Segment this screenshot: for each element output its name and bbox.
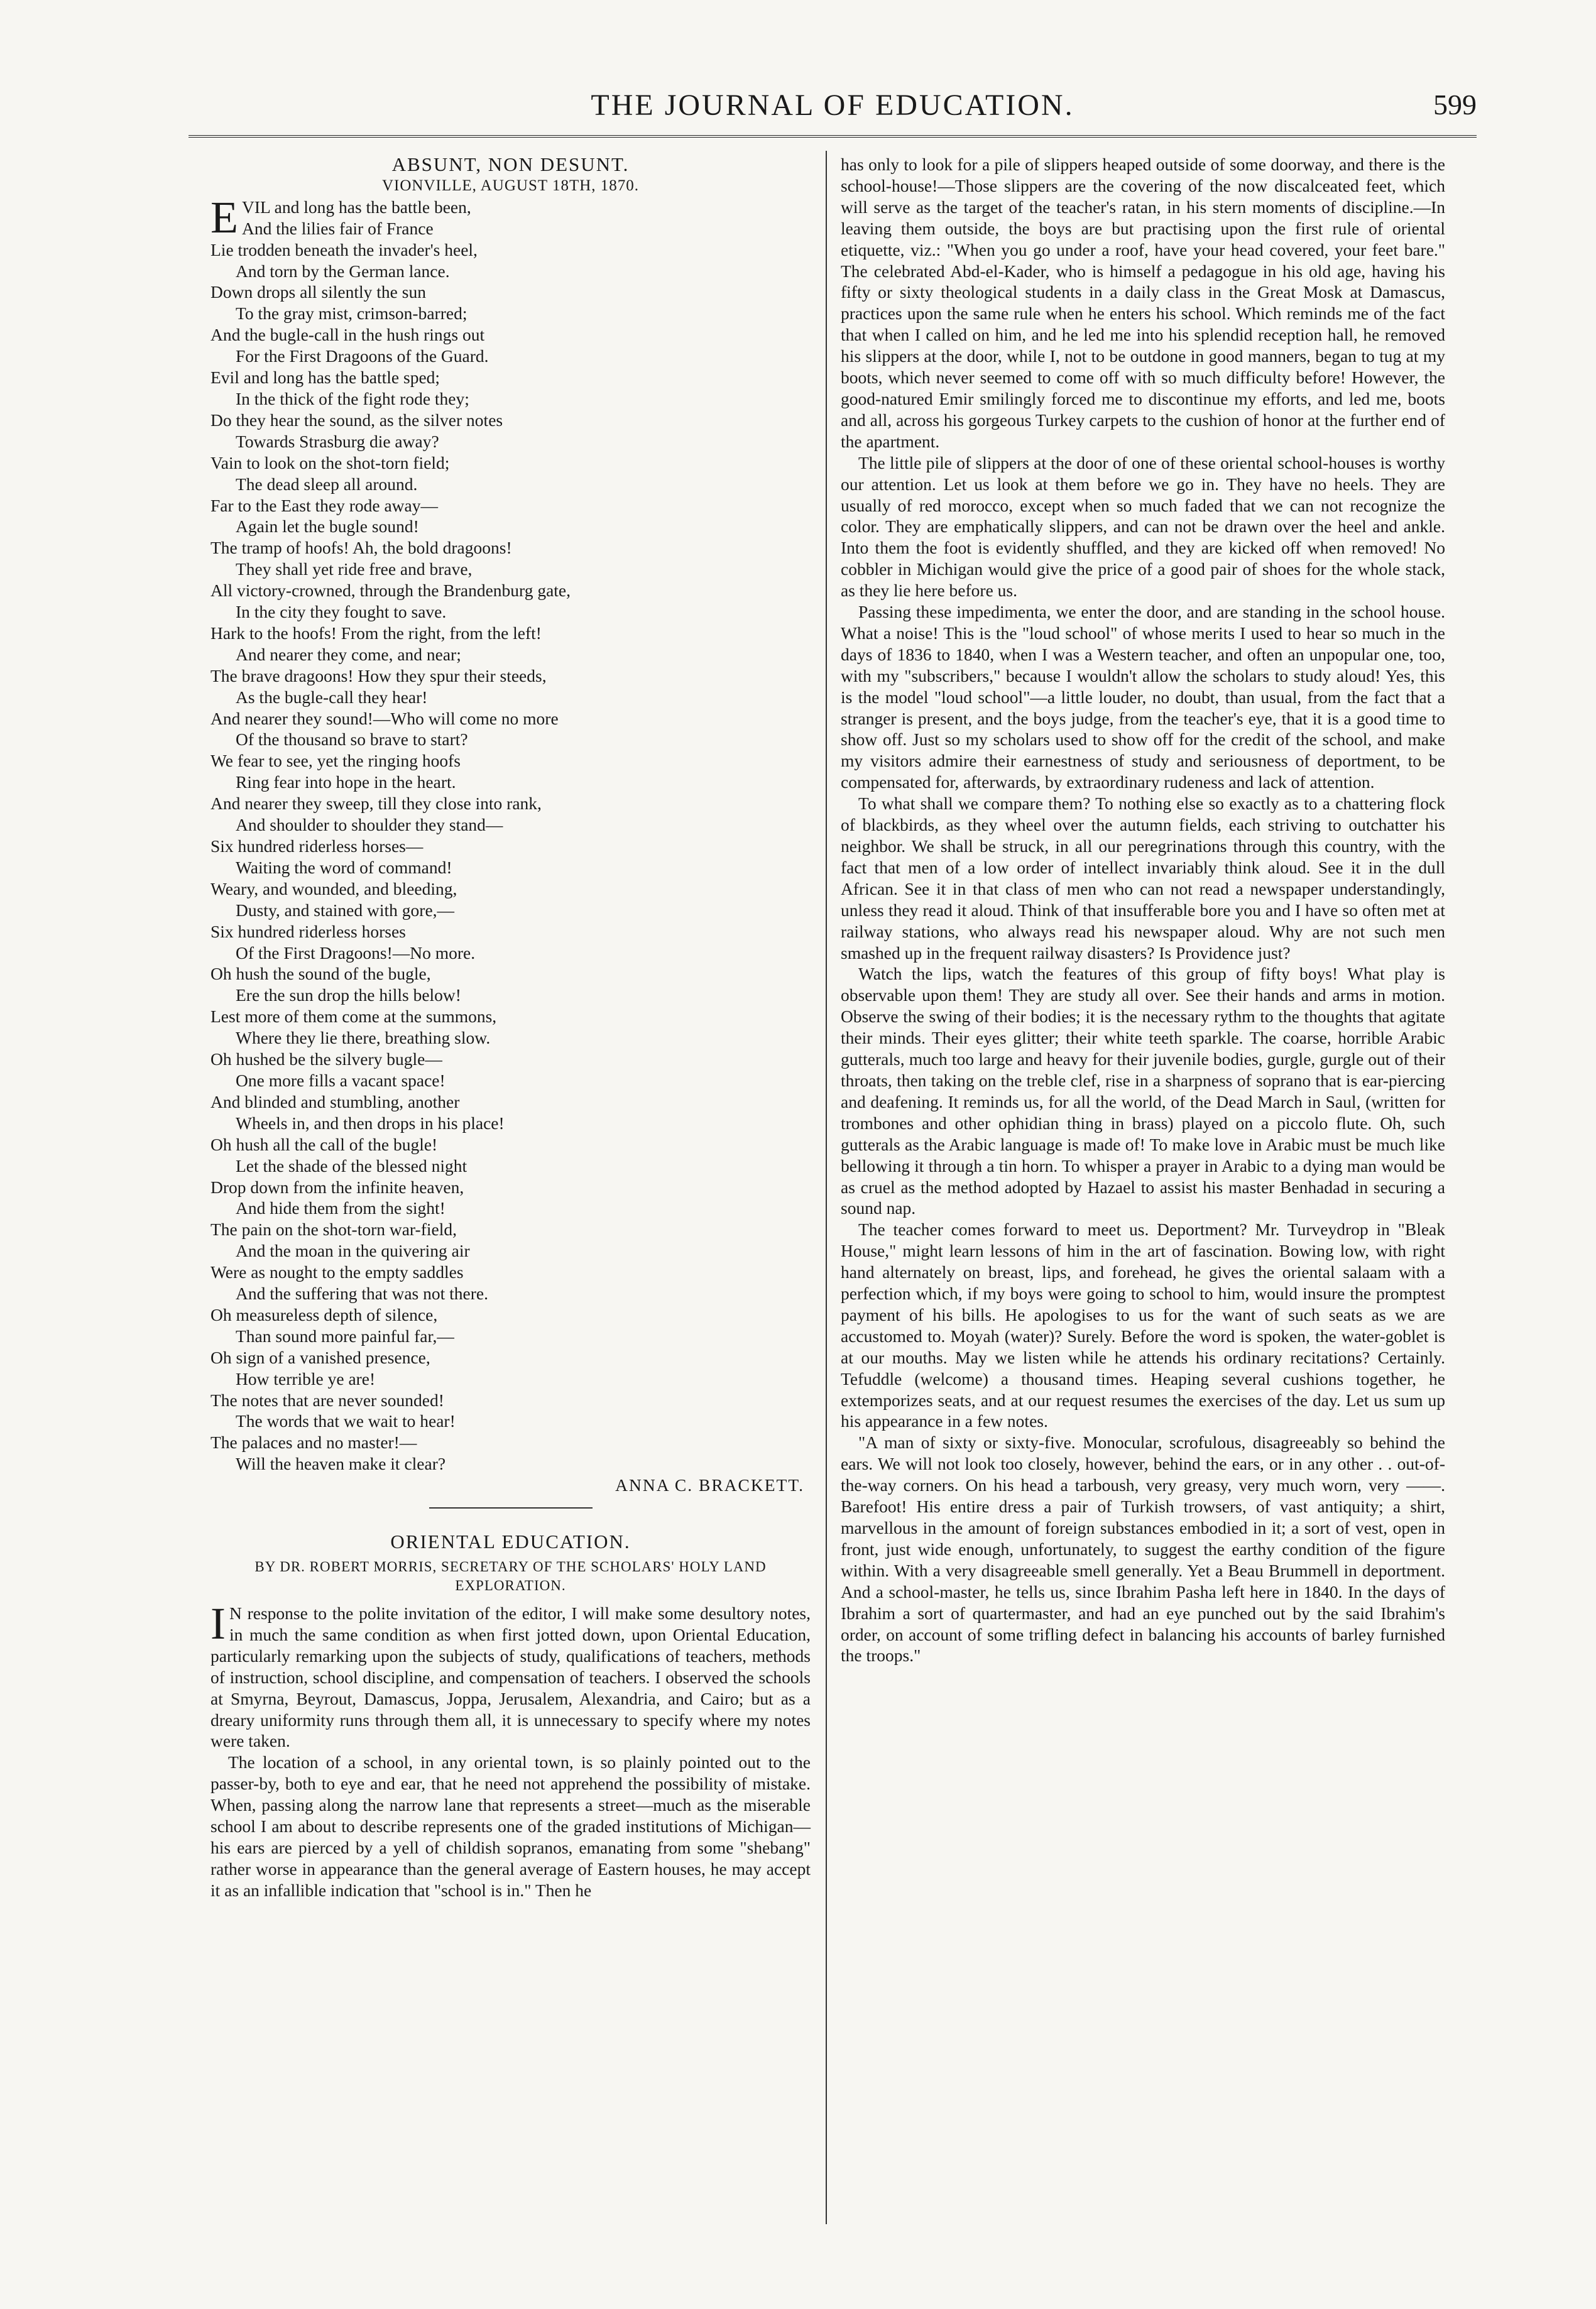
poem-line: VIL and long has the battle been, <box>241 197 471 217</box>
article-title: ORIENTAL EDUCATION. <box>390 1531 631 1553</box>
poem-line: Of the First Dragoons!—No more. <box>236 942 476 963</box>
article-paragraph: "A man of sixty or sixty-five. Monocular, scrofulous, disagreeably so behind the ears. We will not look too closely, however, behind the ears, or in any other . . out-of-the-way corners. On his head a tarboush, very greasy, very much worn, very ——. Barefoot! His entire dress a pair of Turkish trowsers, of vast antiquity; a shirt, marvellous in the amount of foreign substances embodied in it; a sort of vest, open in front, just wide enough, unfortunately, to suggest the earthy condition of the figure within. With a very disagreeable smell generally. Yet a Beau Brummell in deportment. And a school-master, he tells us, since Ibrahim Pasha left here in 1840. In the days of Ibrahim a sort of quartermaster, and had an eye punched out by the said Ibrahim's order, on account of some trifling defect in balancing his accounts of barley furnished the troops." <box>841 1433 1445 1666</box>
poem-line: All victory-crowned, through the Brandenburg gate, <box>210 581 571 601</box>
article-left-text <box>210 1598 811 1901</box>
poem-line: For the First Dragoons of the Guard. <box>236 346 489 366</box>
article-paragraph: To what shall we compare them? To nothing else so exactly as to a chattering flock of blackbirds, as they wheel over the autumn fields, each striving to outchatter his neighbor. We shall be struck, in all our peregrinations through this country, with the fact that men of a low order of intellect invariably think aloud. See it in the dull African. See it in that class of men who can not read a newspaper understandingly, unless they read it aloud. Think of that insufferable bore you and I have so often met at railway stations, who always read his newspaper aloud. Why are not such men smashed up in the frequent railway disasters? Is Providence just? <box>841 794 1445 963</box>
poem-line: Will the heaven make it clear? <box>236 1454 446 1474</box>
poem-line: And the bugle-call in the hush rings out <box>210 325 485 345</box>
article-paragraph: N response to the polite invitation of the editor, I will make some desultory notes, in much the same condition as when first jotted down, upon Oriental Education, particularly remarking upon the subjects of study, qualifications of teachers, methods of instruction, school discipline, and compensation of teachers. I observed the schools at Smyrna, Beyrout, Damascus, Joppa, Jerusalem, Alexandria, and Cairo; but as a dreary uniformity runs through them all, it is unnecessary to specify where my notes were taken. <box>210 1603 811 1751</box>
poem-line: Waiting the word of command! <box>236 857 452 877</box>
poem-line: The dead sleep all around. <box>236 474 418 494</box>
poem-line: Drop down from the infinite heaven, <box>210 1177 464 1197</box>
article-byline: BY DR. ROBERT MORRIS, SECRETARY OF THE SCHOLARS' HOLY LAND EXPLORATION. <box>254 1559 767 1593</box>
article-dropcap: I <box>210 1598 226 1649</box>
poem-signature: ANNA C. BRACKETT. <box>615 1475 804 1495</box>
running-head <box>189 88 1477 132</box>
poem-line: The brave dragoons! How they spur their steeds, <box>210 665 547 685</box>
poem-line: Ring fear into hope in the heart. <box>236 772 456 792</box>
header-rule <box>189 135 1477 138</box>
poem-line: Lest more of them come at the summons, <box>210 1007 497 1027</box>
right-column <box>841 154 1445 1666</box>
poem-line: Towards Strasburg die away? <box>236 431 439 451</box>
poem-line: Oh sign of a vanished presence, <box>210 1347 430 1367</box>
poem-line: And the lilies fair of France <box>241 218 434 238</box>
poem-line: The notes that are never sounded! <box>210 1390 444 1410</box>
poem-line: Six hundred riderless horses— <box>210 836 424 856</box>
poem-line: And torn by the German lance. <box>236 261 450 281</box>
poem-line: Lie trodden beneath the invader's heel, <box>210 239 478 259</box>
poem-line: And shoulder to shoulder they stand— <box>236 815 503 835</box>
poem-line: Than sound more painful far,— <box>236 1326 454 1346</box>
poem-line: In the city they fought to save. <box>236 602 447 622</box>
poem-line: Hark to the hoofs! From the right, from the left! <box>210 623 542 643</box>
poem-line: The pain on the shot-torn war-field, <box>210 1220 457 1240</box>
poem-line: And hide them from the sight! <box>236 1198 445 1218</box>
poem-line: And the suffering that was not there. <box>236 1284 488 1304</box>
article-paragraph: The little pile of slippers at the door of one of these oriental school-houses is worthy our attention. Let us look at them before we go in. They have no heels. They are usually of red morocco, except when so much faded that we can not recognize the color. They are emphatically slippers, and can not be drawn over the heel and ankle. Into them the foot is evidently shuffled, and they are kicked off when removed! No cobbler in Michigan would give the price of a good pair of shoes for the whole stack, as they lie here before us. <box>841 452 1445 601</box>
poem-line: One more fills a vacant space! <box>236 1070 445 1090</box>
poem-line: Of the thousand so brave to start? <box>236 729 468 750</box>
article-paragraph: Watch the lips, watch the features of this group of fifty boys! What play is observable upon them! They are study all over. See their hands and arms in motion. Observe the swing of their bodies; it is the necessary rythm to the thoughts that agitate their minds. Their eyes glitter; their white teeth sparkle. The coarse, horrible Arabic gutterals, much too large and heavy for their juvenile bodies, gurgle, gurgle out of their throats, then taking on the treble clef, rise in a sharpness of soprano that is ear-piercing and deafening. It reminds us, for all the world, of the Dead March in Saul, (written for trombones and other ophidian thing in brass) played on a piccolo flute. Oh, such gutterals as the Arabic language is made of! To make love in Arabic must be much like bellowing it through a tin horn. To whisper a prayer in Arabic to a dying man would be as cruel as the method adopted by Hazael to assist his master Benhadad in securing a sound nap. <box>841 964 1445 1218</box>
poem-line: The palaces and no master!— <box>210 1433 417 1453</box>
page-number: 599 <box>1433 89 1477 121</box>
poem-title: ABSUNT, NON DESUNT. <box>391 153 630 175</box>
article-paragraph: Passing these impedimenta, we enter the door, and are standing in the school house. What a noise! This is the "loud school" of whose merits I used to hear so much in the days of 1836 to 1840, when I was a Western teacher, and often an unpopular one, too, with my "subscribers," because I wouldn't allow the scholars to study aloud! Yes, this is the model "loud school"—a little louder, no doubt, than usual, from the fact that a stranger is present, and the boys judge, from the teacher's eye, that it is a good time to show off. Just so my scholars used to show off for the credit of the school, and make my visitors admire their earnestness of study and seriousness of deportment, to be compensated for, afterwards, by extraordinary rudeness and lack of attention. <box>841 602 1445 792</box>
poem-line: Do they hear the sound, as the silver notes <box>210 410 503 430</box>
poem-line: We fear to see, yet the ringing hoofs <box>210 751 461 771</box>
poem-dropcap: E <box>210 192 238 243</box>
poem-line: Oh measureless depth of silence, <box>210 1304 438 1324</box>
poem-line: Ere the sun drop the hills below! <box>236 985 461 1005</box>
poem-line: Where they lie there, breathing slow. <box>236 1028 491 1048</box>
poem-line: Wheels in, and then drops in his place! <box>236 1113 505 1133</box>
poem-line: And nearer they sound!—Who will come no more <box>210 708 559 728</box>
poem-line: Oh hushed be the silvery bugle— <box>210 1049 442 1069</box>
poem-body <box>210 192 811 1475</box>
poem-line: And blinded and stumbling, another <box>210 1091 460 1111</box>
poem-line: In the thick of the fight rode they; <box>236 388 469 408</box>
poem-line: To the gray mist, crimson-barred; <box>236 303 467 324</box>
poem-line: How terrible ye are! <box>236 1368 376 1389</box>
poem-line: The words that we wait to hear! <box>236 1411 456 1431</box>
poem-line: As the bugle-call they hear! <box>236 687 428 707</box>
running-title: THE JOURNAL OF EDUCATION. <box>591 89 1074 122</box>
poem-line: The tramp of hoofs! Ah, the bold dragoons! <box>210 538 512 558</box>
poem-line: Evil and long has the battle sped; <box>210 368 440 388</box>
poem-line: Again let the bugle sound! <box>236 516 419 537</box>
article-paragraph: The teacher comes forward to meet us. Deportment? Mr. Turveydrop in "Bleak House," might learn lessons of him in the art of fascination. Bowing low, with right hand alternately on breast, lips, and forehead, he gives the oriental salaam with a perfection which, if my boys were going to school to him, would insure the promptest payment of his bills. He apologises to us for the want of such seats as we are accustomed to. Moyah (water)? Surely. Before the word is spoken, the water-goblet is at our mouths. May we listen while he attends his ordinary recitations? Certainly. Tefuddle (welcome) a thousand times. Heaping several cushions together, he extemporizes seats, and at our request resumes the exercises of the day. Let us sum up his appearance in a few notes. <box>841 1220 1445 1431</box>
poem-line: Down drops all silently the sun <box>210 282 426 302</box>
poem-line: Six hundred riderless horses <box>210 921 406 941</box>
poem-line: And the moan in the quivering air <box>236 1241 470 1261</box>
poem-line: Let the shade of the blessed night <box>236 1155 467 1176</box>
poem-line: Dusty, and stained with gore,— <box>236 900 455 920</box>
poem-line: Far to the East they rode away— <box>210 495 438 515</box>
poem-line: And nearer they sweep, till they close into rank, <box>210 794 542 814</box>
poem-line: Weary, and wounded, and bleeding, <box>210 878 457 898</box>
poem-line: Vain to look on the shot-torn field; <box>210 452 450 472</box>
poem-line: Oh hush the sound of the bugle, <box>210 964 431 984</box>
column-divider <box>826 151 827 2224</box>
poem-line: Were as nought to the empty saddles <box>210 1262 464 1282</box>
poem-line: Oh hush all the call of the bugle! <box>210 1134 438 1154</box>
poem-dateline: VIONVILLE, AUGUST 18TH, 1870. <box>381 177 640 194</box>
poem-line: And nearer they come, and near; <box>236 644 461 664</box>
section-divider <box>429 1507 593 1509</box>
left-column <box>210 154 811 1901</box>
article-paragraph: The location of a school, in any oriental town, is so plainly pointed out to the passer-by, both to eye and ear, that he need not apprehend the possibility of mistake. When, passing along the narrow lane that represents a street—much as the miserable school I am about to describe represents one of the graded institutions of Michigan—his ears are pierced by a yell of childish sopranos, emanating from some "shebang" rather worse in appearance than the general average of Eastern houses, he may accept it as an infallible indication that "school is in." Then he <box>210 1752 811 1900</box>
article-paragraph: has only to look for a pile of slippers heaped outside of some doorway, and there is the school-house!—Those slippers are the covering of the now discalceated feet, which will serve as the target of the teacher's ratan, in his stern moments of discipline.—In leaving them outside, the boys are but practising upon the first rule of oriental etiquette, viz.: "When you go under a roof, have your head covered, your feet bare." The celebrated Abd-el-Kader, who is himself a pedagogue in his old age, having his fifty or sixty theological students in a daily class in the Great Mosk at Damascus, practices upon the same rule when he enters his school. Which reminds me of the fact that when I called on him, and he led me into his splendid reception hall, he removed his slippers at the door, while I, not to be outdone in good manners, began to tug at my boots, which never seemed to come off with so much difficulty before! However, the good-natured Emir smilingly forced me to discontinue my efforts, and led me, boots and all, across his gorgeous Turkey carpets to the cushion of honor at the further end of the apartment. <box>841 155 1445 451</box>
poem-line: They shall yet ride free and brave, <box>236 559 473 579</box>
